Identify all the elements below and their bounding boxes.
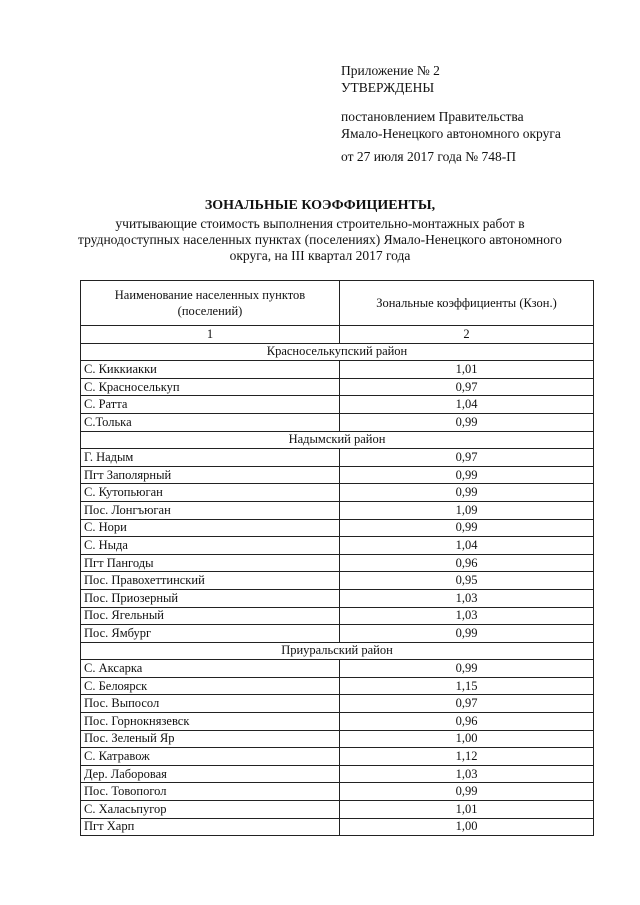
table-row <box>81 765 594 783</box>
zonal-coefficient: 1,12 <box>340 748 594 766</box>
table-row <box>81 748 594 766</box>
zonal-coefficient: 0,99 <box>340 484 594 502</box>
zonal-coefficient: 0,95 <box>340 572 594 590</box>
table-row <box>81 572 594 590</box>
table-header-row <box>81 281 594 326</box>
region-name: Надымский район <box>81 431 594 449</box>
settlement-name: Пгт Харп <box>81 818 340 836</box>
settlement-name: Дер. Лаборовая <box>81 765 340 783</box>
table-row <box>81 783 594 801</box>
zonal-coefficient: 0,99 <box>340 625 594 643</box>
settlement-name: С. Кутопьюган <box>81 484 340 502</box>
settlement-name: С. Аксарка <box>81 660 340 678</box>
col2-header: Зональные коэффициенты (Кзон.) <box>340 281 594 326</box>
table-row <box>81 589 594 607</box>
table-row <box>81 554 594 572</box>
zonal-coefficient: 0,99 <box>340 783 594 801</box>
document-title <box>60 198 580 264</box>
col1-header: Наименование населенных пунктов (поселений) <box>81 281 340 326</box>
zonal-coefficient: 1,01 <box>340 801 594 819</box>
table-row <box>81 378 594 396</box>
col2-number: 2 <box>340 326 594 344</box>
region-row <box>81 642 594 660</box>
zonal-coefficient: 1,03 <box>340 765 594 783</box>
settlement-name: Пгт Заполярный <box>81 466 340 484</box>
government-line: Ямало-Ненецкого автономного округа <box>341 126 561 141</box>
title-sub-3: округа, на III квартал 2017 года <box>229 248 411 263</box>
title-sub-2: труднодоступных населенных пунктах (поселениях) Ямало-Ненецкого автономного <box>78 232 562 247</box>
table-row <box>81 466 594 484</box>
settlement-name: Пос. Выпосол <box>81 695 340 713</box>
column-number-row <box>81 326 594 344</box>
settlement-name: С. Нори <box>81 519 340 537</box>
table-row <box>81 413 594 431</box>
table-row <box>81 484 594 502</box>
zonal-coefficient: 1,01 <box>340 361 594 379</box>
settlement-name: Пос. Горнокнязевск <box>81 713 340 731</box>
table-row <box>81 660 594 678</box>
region-row <box>81 343 594 361</box>
table-row <box>81 730 594 748</box>
title-main: ЗОНАЛЬНЫЕ КОЭФФИЦИЕНТЫ, <box>204 198 436 213</box>
zonal-coefficient: 1,09 <box>340 501 594 519</box>
table-row <box>81 677 594 695</box>
settlement-name: Пгт Пангоды <box>81 554 340 572</box>
settlement-name: Пос. Ямбург <box>81 625 340 643</box>
settlement-name: Пос. Приозерный <box>81 589 340 607</box>
settlement-name: С.Толька <box>81 413 340 431</box>
resolution-date: от 27 июля 2017 года № 748-П <box>341 149 516 164</box>
zonal-coefficient: 1,04 <box>340 537 594 555</box>
region-name: Приуральский район <box>81 642 594 660</box>
settlement-name: Пос. Ягельный <box>81 607 340 625</box>
zonal-coefficient: 1,00 <box>340 818 594 836</box>
settlement-name: Г. Надым <box>81 449 340 467</box>
zonal-coefficient: 1,04 <box>340 396 594 414</box>
table-row <box>81 607 594 625</box>
table-row <box>81 537 594 555</box>
table-row <box>81 713 594 731</box>
zonal-coefficient: 1,03 <box>340 607 594 625</box>
settlement-name: Пос. Зеленый Яр <box>81 730 340 748</box>
coefficients-table <box>80 280 594 836</box>
settlement-name: С. Катравож <box>81 748 340 766</box>
zonal-coefficient: 0,99 <box>340 413 594 431</box>
settlement-name: С. Киккиакки <box>81 361 340 379</box>
zonal-coefficient: 0,97 <box>340 695 594 713</box>
region-name: Красноселькупский район <box>81 343 594 361</box>
region-row <box>81 431 594 449</box>
col1-number: 1 <box>81 326 340 344</box>
settlement-name: С. Красноселькуп <box>81 378 340 396</box>
zonal-coefficient: 0,96 <box>340 554 594 572</box>
settlement-name: Пос. Лонгъюган <box>81 501 340 519</box>
table-row <box>81 396 594 414</box>
zonal-coefficient: 0,99 <box>340 519 594 537</box>
table-row <box>81 625 594 643</box>
zonal-coefficient: 1,03 <box>340 589 594 607</box>
table-row <box>81 818 594 836</box>
appendix-number: Приложение № 2 <box>341 63 440 78</box>
settlement-name: Пос. Товопогол <box>81 783 340 801</box>
zonal-coefficient: 0,99 <box>340 660 594 678</box>
settlement-name: С. Халасьпугор <box>81 801 340 819</box>
table-row <box>81 695 594 713</box>
approved-label: УТВЕРЖДЕНЫ <box>341 80 435 95</box>
zonal-coefficient: 0,96 <box>340 713 594 731</box>
title-sub-1: учитывающие стоимость выполнения строительно-монтажных работ в <box>115 216 525 231</box>
zonal-coefficient: 0,97 <box>340 449 594 467</box>
settlement-name: С. Ныда <box>81 537 340 555</box>
resolution-line: постановлением Правительства <box>341 109 524 124</box>
zonal-coefficient: 1,15 <box>340 677 594 695</box>
zonal-coefficient: 1,00 <box>340 730 594 748</box>
table-row <box>81 361 594 379</box>
zonal-coefficient: 0,97 <box>340 378 594 396</box>
table-row <box>81 519 594 537</box>
table-row <box>81 501 594 519</box>
zonal-coefficient: 0,99 <box>340 466 594 484</box>
settlement-name: С. Ратта <box>81 396 340 414</box>
table-row <box>81 449 594 467</box>
table-body <box>81 343 594 836</box>
settlement-name: С. Белоярск <box>81 677 340 695</box>
table-row <box>81 801 594 819</box>
settlement-name: Пос. Правохеттинский <box>81 572 340 590</box>
approval-block <box>341 62 621 165</box>
